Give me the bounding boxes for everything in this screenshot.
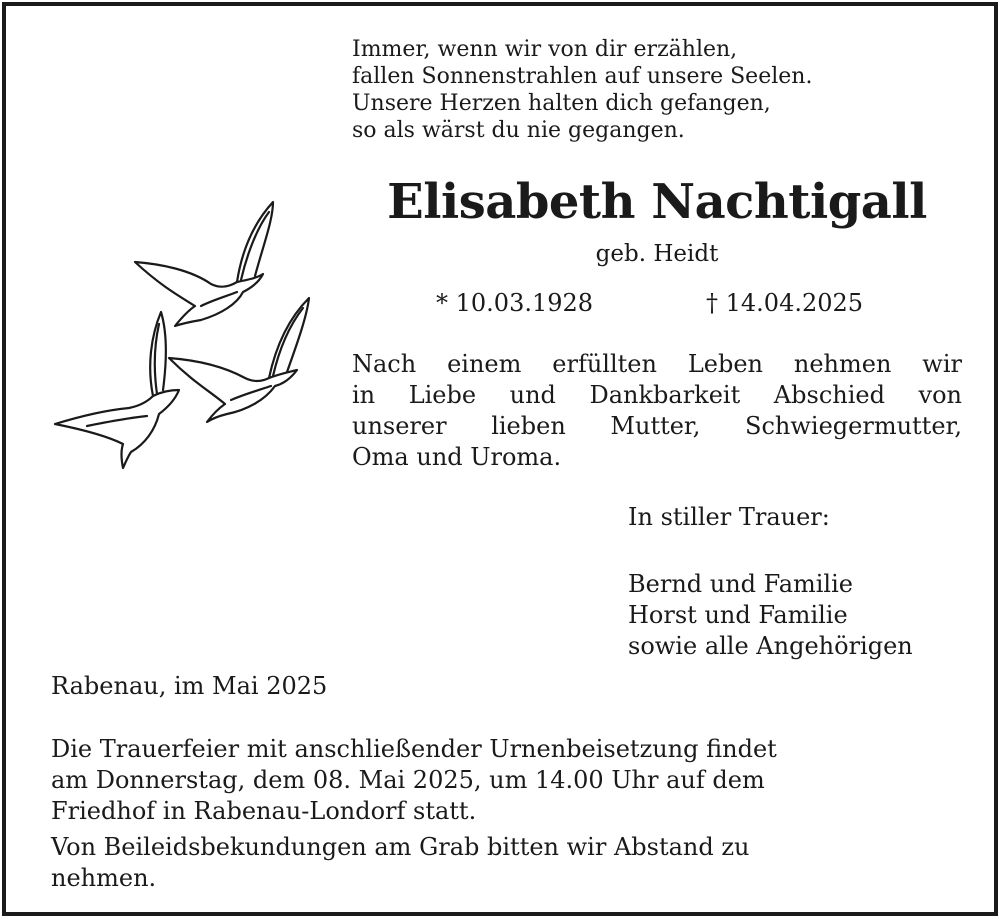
condolence-line: nehmen. (51, 864, 157, 892)
message-line: Oma und Uroma. (352, 443, 562, 471)
mourner-name: sowie alle Angehörigen (628, 632, 913, 660)
poem (352, 36, 812, 144)
mourner-name: Bernd und Familie (628, 570, 853, 598)
mourners (628, 502, 913, 662)
message-line: in Liebe und Dankbarkeit Abschied von (352, 381, 962, 409)
poem-line: Immer, wenn wir von dir erzählen, (352, 37, 738, 62)
flying-birds-icon (51, 196, 321, 476)
obituary-notice (2, 2, 998, 916)
farewell-message (352, 349, 962, 473)
service-line: Friedhof in Rabenau-Londorf statt. (51, 797, 477, 825)
birth-date: * 10.03.1928 (436, 289, 594, 317)
poem-line: so als wärst du nie gegangen. (352, 118, 685, 143)
poem-line: fallen Sonnenstrahlen auf unsere Seelen. (352, 64, 813, 89)
service-line: am Donnerstag, dem 08. Mai 2025, um 14.00 Uhr auf dem (51, 766, 765, 794)
place-date: Rabenau, im Mai 2025 (51, 672, 328, 700)
funeral-info (51, 734, 777, 894)
message-line: unserer lieben Mutter, Schwiegermutter, (352, 412, 962, 440)
mourner-name: Horst und Familie (628, 601, 848, 629)
condolence-line: Von Beileidsbekundungen am Grab bitten wir Abstand zu (51, 833, 750, 861)
poem-line: Unsere Herzen halten dich gefangen, (352, 91, 771, 116)
deceased-name: Elisabeth Nachtigall (387, 174, 927, 230)
maiden-name: geb. Heidt (595, 241, 719, 267)
service-line: Die Trauerfeier mit anschließender Urnenbeisetzung findet (51, 735, 777, 763)
death-date: † 14.04.2025 (706, 289, 864, 317)
message-line: Nach einem erfüllten Leben nehmen wir (352, 350, 962, 378)
mourners-heading: In stiller Trauer: (628, 503, 830, 531)
